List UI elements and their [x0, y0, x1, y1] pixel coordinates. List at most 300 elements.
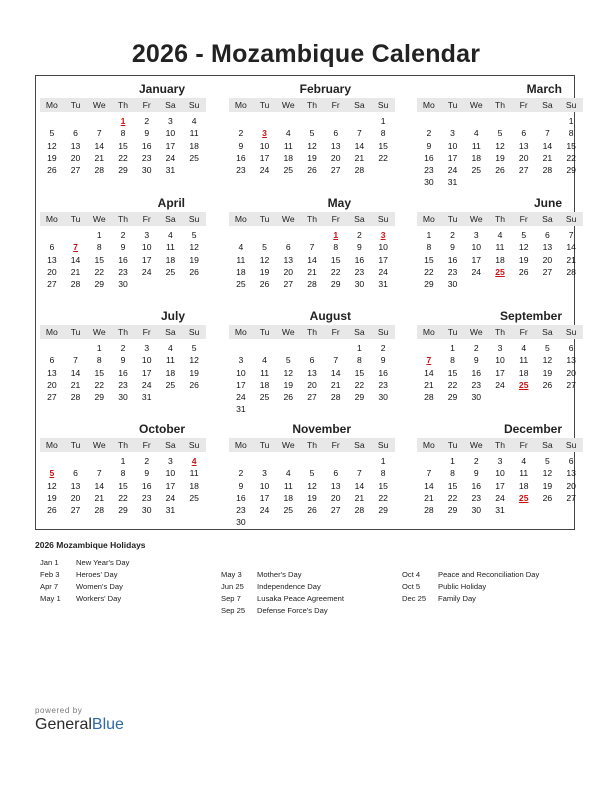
day-cell: 12 — [189, 355, 199, 366]
day-cell: 16 — [236, 152, 246, 163]
day-cell: 21 — [94, 492, 105, 503]
day-cell: 19 — [542, 480, 553, 491]
holiday-date: Sep 7 — [221, 594, 241, 603]
day-grid — [417, 115, 583, 189]
day-cell: 24 — [495, 492, 505, 503]
day-cell: 30 — [141, 165, 152, 176]
day-cell: 19 — [189, 254, 199, 265]
day-cell: 22 — [424, 266, 434, 277]
day-cell: 12 — [307, 480, 317, 491]
day-cell: 27 — [70, 165, 81, 176]
weekday-label: Tu — [447, 327, 458, 337]
day-cell: 8 — [96, 355, 102, 366]
day-cell: 15 — [118, 140, 128, 151]
holiday-day: 1 — [333, 230, 339, 240]
day-cell: 24 — [141, 266, 152, 277]
day-cell: 25 — [259, 392, 270, 403]
day-cell: 1 — [450, 456, 455, 466]
weekday-label: Tu — [259, 327, 270, 337]
day-cell: 28 — [70, 392, 81, 403]
day-cell: 13 — [47, 367, 57, 378]
day-cell: 2 — [473, 456, 479, 466]
day-cell: 23 — [471, 379, 482, 390]
holiday-day: 7 — [426, 355, 432, 366]
day-grid — [229, 342, 395, 416]
day-cell: 8 — [357, 355, 362, 366]
weekday-label: We — [281, 440, 295, 450]
day-cell: 22 — [566, 152, 576, 163]
day-grid — [40, 342, 206, 403]
day-cell: 19 — [307, 152, 317, 163]
day-cell: 15 — [424, 254, 434, 265]
day-cell: 7 — [309, 242, 315, 253]
empty-cell — [40, 229, 64, 241]
day-cell: 5 — [191, 343, 197, 353]
day-cell: 21 — [307, 266, 317, 277]
day-cell: 2 — [238, 128, 244, 139]
day-cell: 27 — [70, 505, 81, 516]
day-grid — [417, 229, 583, 290]
weekday-label: Th — [494, 100, 505, 110]
weekday-label: Mo — [422, 440, 435, 450]
day-cell: 2 — [238, 468, 244, 479]
day-cell: 28 — [307, 279, 317, 290]
holiday-row — [40, 557, 129, 569]
weekday-label: Fr — [519, 214, 528, 224]
weekday-label: We — [92, 100, 106, 110]
month-april — [40, 196, 206, 290]
weekday-label: Fr — [519, 440, 528, 450]
day-cell: 3 — [238, 355, 244, 366]
day-cell: 7 — [545, 128, 550, 139]
day-cell: 22 — [378, 152, 388, 163]
empty-cell — [276, 455, 300, 467]
day-cell: 1 — [380, 456, 386, 466]
weekday-label: Su — [377, 440, 389, 450]
empty-cell — [40, 455, 64, 467]
empty-cell — [324, 342, 348, 354]
day-cell: 24 — [471, 266, 482, 277]
day-cell: 30 — [471, 505, 482, 516]
day-cell: 14 — [354, 140, 365, 151]
weekday-label: Sa — [165, 214, 176, 224]
day-cell: 17 — [447, 152, 458, 163]
day-cell: 16 — [424, 152, 434, 163]
day-cell: 28 — [70, 279, 81, 290]
day-cell: 28 — [424, 392, 434, 403]
month-name: July — [160, 309, 185, 323]
holiday-date: Sep 25 — [221, 606, 246, 615]
day-cell: 17 — [141, 254, 152, 265]
holiday-date: Dec 25 — [402, 594, 427, 603]
day-cell: 22 — [94, 266, 105, 277]
day-cell: 30 — [354, 279, 365, 290]
day-cell: 18 — [236, 266, 246, 277]
month-august — [229, 309, 395, 416]
weekday-label: Th — [117, 100, 128, 110]
day-cell: 17 — [495, 480, 505, 491]
day-cell: 10 — [471, 242, 482, 253]
day-cell: 10 — [378, 242, 388, 253]
day-grid — [417, 342, 583, 403]
month-september — [417, 309, 583, 403]
day-cell: 8 — [450, 355, 455, 366]
day-cell: 18 — [283, 492, 294, 503]
day-cell: 4 — [168, 343, 173, 353]
day-cell: 5 — [262, 242, 267, 253]
weekday-label: We — [281, 214, 295, 224]
day-cell: 17 — [259, 492, 270, 503]
day-cell: 6 — [49, 242, 55, 253]
day-cell: 30 — [141, 505, 152, 516]
day-cell: 17 — [378, 254, 388, 265]
day-cell: 10 — [165, 128, 176, 139]
holiday-name: Independence Day — [257, 582, 321, 591]
day-cell: 10 — [495, 468, 505, 479]
month-november — [229, 422, 395, 529]
day-cell: 6 — [49, 355, 55, 366]
day-cell: 12 — [283, 367, 294, 378]
day-cell: 17 — [165, 480, 176, 491]
weekday-label: Sa — [354, 327, 365, 337]
day-cell: 20 — [330, 492, 341, 503]
empty-cell — [253, 115, 277, 127]
day-cell: 8 — [380, 128, 386, 139]
day-cell: 6 — [309, 355, 315, 366]
day-cell: 12 — [189, 242, 199, 253]
day-cell: 2 — [120, 230, 126, 240]
day-cell: 24 — [141, 379, 152, 390]
day-cell: 25 — [165, 379, 176, 390]
day-cell: 23 — [236, 505, 246, 516]
day-cell: 6 — [333, 128, 339, 139]
day-cell: 1 — [426, 230, 432, 240]
day-cell: 29 — [94, 392, 105, 403]
day-cell: 30 — [378, 392, 388, 403]
day-cell: 15 — [378, 140, 388, 151]
day-cell: 12 — [259, 254, 270, 265]
day-cell: 12 — [542, 468, 553, 479]
holiday-day: 4 — [191, 456, 197, 466]
day-cell: 29 — [566, 165, 576, 176]
empty-cell — [64, 342, 88, 354]
day-cell: 5 — [497, 128, 503, 139]
day-cell: 20 — [330, 152, 341, 163]
day-cell: 31 — [378, 279, 388, 290]
day-cell: 9 — [473, 355, 479, 366]
weekday-label: Su — [188, 327, 200, 337]
empty-cell — [348, 115, 372, 127]
month-name: January — [138, 82, 185, 96]
day-cell: 3 — [497, 343, 503, 353]
day-cell: 27 — [518, 165, 529, 176]
weekday-label: Th — [494, 440, 505, 450]
day-cell: 6 — [333, 468, 339, 479]
day-cell: 16 — [471, 480, 482, 491]
day-cell: 1 — [450, 343, 455, 353]
day-cell: 19 — [283, 379, 294, 390]
day-cell: 2 — [144, 116, 150, 126]
day-cell: 28 — [354, 165, 365, 176]
day-cell: 24 — [495, 379, 505, 390]
empty-cell — [488, 115, 512, 127]
day-cell: 30 — [118, 279, 128, 290]
day-cell: 13 — [283, 254, 294, 265]
weekday-header — [417, 325, 583, 339]
empty-cell — [324, 115, 348, 127]
day-cell: 2 — [357, 230, 362, 240]
weekday-label: Su — [565, 440, 577, 450]
day-cell: 25 — [471, 165, 482, 176]
day-cell: 4 — [191, 116, 197, 126]
empty-cell — [87, 115, 111, 127]
day-cell: 5 — [309, 128, 315, 139]
holiday-date: Jun 25 — [221, 582, 244, 591]
day-cell: 20 — [70, 492, 81, 503]
day-cell: 19 — [47, 152, 57, 163]
day-cell: 26 — [542, 492, 553, 503]
day-cell: 25 — [189, 492, 199, 503]
weekday-label: We — [281, 100, 295, 110]
day-cell: 2 — [380, 343, 386, 353]
day-cell: 22 — [447, 379, 458, 390]
empty-cell — [64, 229, 88, 241]
day-cell: 10 — [141, 355, 152, 366]
day-cell: 1 — [96, 343, 102, 353]
day-cell: 7 — [96, 468, 102, 479]
brand-logo[interactable] — [35, 716, 124, 734]
day-cell: 3 — [473, 230, 479, 240]
empty-cell — [229, 455, 253, 467]
day-cell: 3 — [497, 456, 503, 466]
weekday-label: Sa — [542, 100, 553, 110]
weekday-label: We — [281, 327, 295, 337]
day-cell: 23 — [141, 492, 152, 503]
day-cell: 3 — [262, 468, 267, 479]
weekday-label: Tu — [70, 440, 81, 450]
day-cell: 12 — [495, 140, 505, 151]
day-cell: 12 — [542, 355, 553, 366]
day-cell: 23 — [118, 379, 128, 390]
day-cell: 8 — [450, 468, 455, 479]
empty-cell — [229, 229, 253, 241]
holiday-name: New Year's Day — [76, 558, 130, 567]
weekday-label: We — [92, 214, 106, 224]
day-grid — [229, 115, 395, 176]
weekday-label: Th — [117, 440, 128, 450]
day-cell: 2 — [473, 343, 479, 353]
holiday-row — [221, 605, 344, 617]
day-cell: 10 — [165, 468, 176, 479]
day-cell: 31 — [165, 505, 176, 516]
day-cell: 19 — [495, 152, 505, 163]
day-cell: 8 — [120, 468, 126, 479]
day-cell: 28 — [542, 165, 553, 176]
empty-cell — [441, 115, 465, 127]
day-cell: 24 — [447, 165, 458, 176]
day-cell: 14 — [307, 254, 317, 265]
day-cell: 17 — [141, 367, 152, 378]
weekday-label: Su — [565, 327, 577, 337]
day-cell: 13 — [542, 242, 553, 253]
day-cell: 7 — [568, 230, 574, 240]
day-cell: 20 — [70, 152, 81, 163]
holiday-day: 3 — [262, 128, 267, 139]
day-cell: 30 — [424, 177, 434, 188]
day-cell: 9 — [120, 355, 126, 366]
day-cell: 22 — [354, 379, 365, 390]
day-cell: 26 — [283, 392, 294, 403]
holiday-date: Oct 5 — [402, 582, 421, 591]
day-cell: 30 — [118, 392, 128, 403]
day-cell: 25 — [236, 279, 246, 290]
day-cell: 14 — [424, 367, 434, 378]
holiday-name: Heroes' Day — [76, 570, 118, 579]
day-cell: 2 — [144, 456, 150, 466]
day-cell: 31 — [447, 177, 458, 188]
holiday-row — [221, 581, 344, 593]
weekday-label: Fr — [331, 327, 340, 337]
day-cell: 28 — [94, 165, 105, 176]
day-cell: 27 — [307, 392, 317, 403]
day-cell: 20 — [307, 379, 317, 390]
day-cell: 26 — [189, 379, 199, 390]
day-cell: 4 — [285, 468, 291, 479]
day-cell: 12 — [47, 480, 57, 491]
day-cell: 13 — [566, 355, 576, 366]
day-cell: 2 — [450, 230, 455, 240]
weekday-label: Tu — [259, 440, 270, 450]
holiday-day: 1 — [120, 116, 126, 126]
weekday-label: Sa — [542, 214, 553, 224]
holiday-day: 25 — [518, 492, 529, 503]
empty-cell — [300, 455, 324, 467]
weekday-label: Mo — [234, 440, 247, 450]
holiday-name: Mother's Day — [257, 570, 302, 579]
day-cell: 10 — [259, 480, 270, 491]
day-cell: 16 — [354, 254, 365, 265]
day-cell: 26 — [495, 165, 505, 176]
weekday-label: Su — [565, 100, 577, 110]
day-cell: 3 — [168, 456, 173, 466]
day-cell: 26 — [307, 505, 317, 516]
day-cell: 22 — [118, 152, 128, 163]
weekday-label: Tu — [70, 327, 81, 337]
weekday-label: Th — [306, 100, 317, 110]
day-cell: 5 — [545, 456, 550, 466]
day-cell: 28 — [94, 505, 105, 516]
day-cell: 13 — [70, 480, 81, 491]
day-cell: 22 — [330, 266, 341, 277]
empty-cell — [253, 229, 277, 241]
day-cell: 19 — [307, 492, 317, 503]
day-cell: 26 — [542, 379, 553, 390]
day-cell: 16 — [447, 254, 458, 265]
empty-cell — [300, 229, 324, 241]
day-cell: 4 — [168, 230, 173, 240]
weekday-label: Su — [377, 214, 389, 224]
day-cell: 11 — [519, 468, 529, 479]
day-cell: 13 — [518, 140, 529, 151]
holiday-day: 7 — [73, 242, 78, 253]
day-cell: 15 — [447, 480, 458, 491]
weekday-label: Su — [188, 100, 200, 110]
weekday-label: Fr — [519, 327, 528, 337]
weekday-label: Tu — [447, 100, 458, 110]
day-cell: 5 — [309, 468, 315, 479]
day-cell: 15 — [118, 480, 128, 491]
day-cell: 23 — [424, 165, 434, 176]
day-cell: 31 — [236, 404, 246, 415]
day-cell: 11 — [519, 355, 529, 366]
day-cell: 23 — [236, 165, 246, 176]
day-cell: 4 — [262, 355, 267, 366]
month-october — [40, 422, 206, 516]
weekday-header — [40, 98, 206, 112]
day-cell: 19 — [189, 367, 199, 378]
day-cell: 22 — [94, 379, 105, 390]
day-cell: 20 — [542, 254, 553, 265]
day-cell: 17 — [259, 152, 270, 163]
weekday-label: Fr — [331, 214, 340, 224]
day-cell: 28 — [566, 266, 576, 277]
powered-by-text: powered by — [35, 706, 83, 715]
empty-cell — [276, 229, 300, 241]
brand-blue: Blue — [91, 716, 124, 733]
weekday-label: Sa — [165, 100, 176, 110]
day-cell: 7 — [357, 128, 362, 139]
day-cell: 25 — [165, 266, 176, 277]
day-cell: 3 — [450, 128, 455, 139]
day-cell: 14 — [542, 140, 553, 151]
brand-general: General — [35, 716, 92, 733]
day-cell: 27 — [330, 505, 341, 516]
day-cell: 27 — [283, 279, 294, 290]
day-cell: 13 — [47, 254, 57, 265]
page-title: 2026 - Mozambique Calendar — [131, 40, 481, 68]
weekday-label: Fr — [142, 214, 151, 224]
holiday-name: Family Day — [438, 594, 476, 603]
day-cell: 5 — [49, 128, 55, 139]
day-cell: 29 — [378, 505, 388, 516]
day-cell: 20 — [566, 367, 576, 378]
weekday-header — [229, 325, 395, 339]
day-cell: 4 — [285, 128, 291, 139]
day-cell: 28 — [330, 392, 341, 403]
day-cell: 29 — [330, 279, 341, 290]
day-cell: 15 — [330, 254, 341, 265]
holiday-day: 25 — [518, 379, 529, 390]
day-cell: 11 — [283, 140, 293, 151]
day-cell: 8 — [120, 128, 126, 139]
day-cell: 12 — [518, 242, 529, 253]
month-name: October — [138, 422, 185, 436]
day-cell: 15 — [94, 367, 105, 378]
day-cell: 20 — [47, 266, 57, 277]
weekday-label: We — [469, 440, 483, 450]
holiday-date: Feb 3 — [40, 570, 60, 579]
holiday-date: Jan 1 — [40, 558, 59, 567]
day-cell: 26 — [259, 279, 270, 290]
weekday-header — [417, 212, 583, 226]
month-december — [417, 422, 583, 516]
day-cell: 7 — [357, 468, 362, 479]
day-cell: 11 — [471, 140, 481, 151]
day-cell: 3 — [144, 230, 150, 240]
day-cell: 7 — [426, 468, 432, 479]
day-cell: 26 — [307, 165, 317, 176]
day-cell: 28 — [354, 505, 365, 516]
